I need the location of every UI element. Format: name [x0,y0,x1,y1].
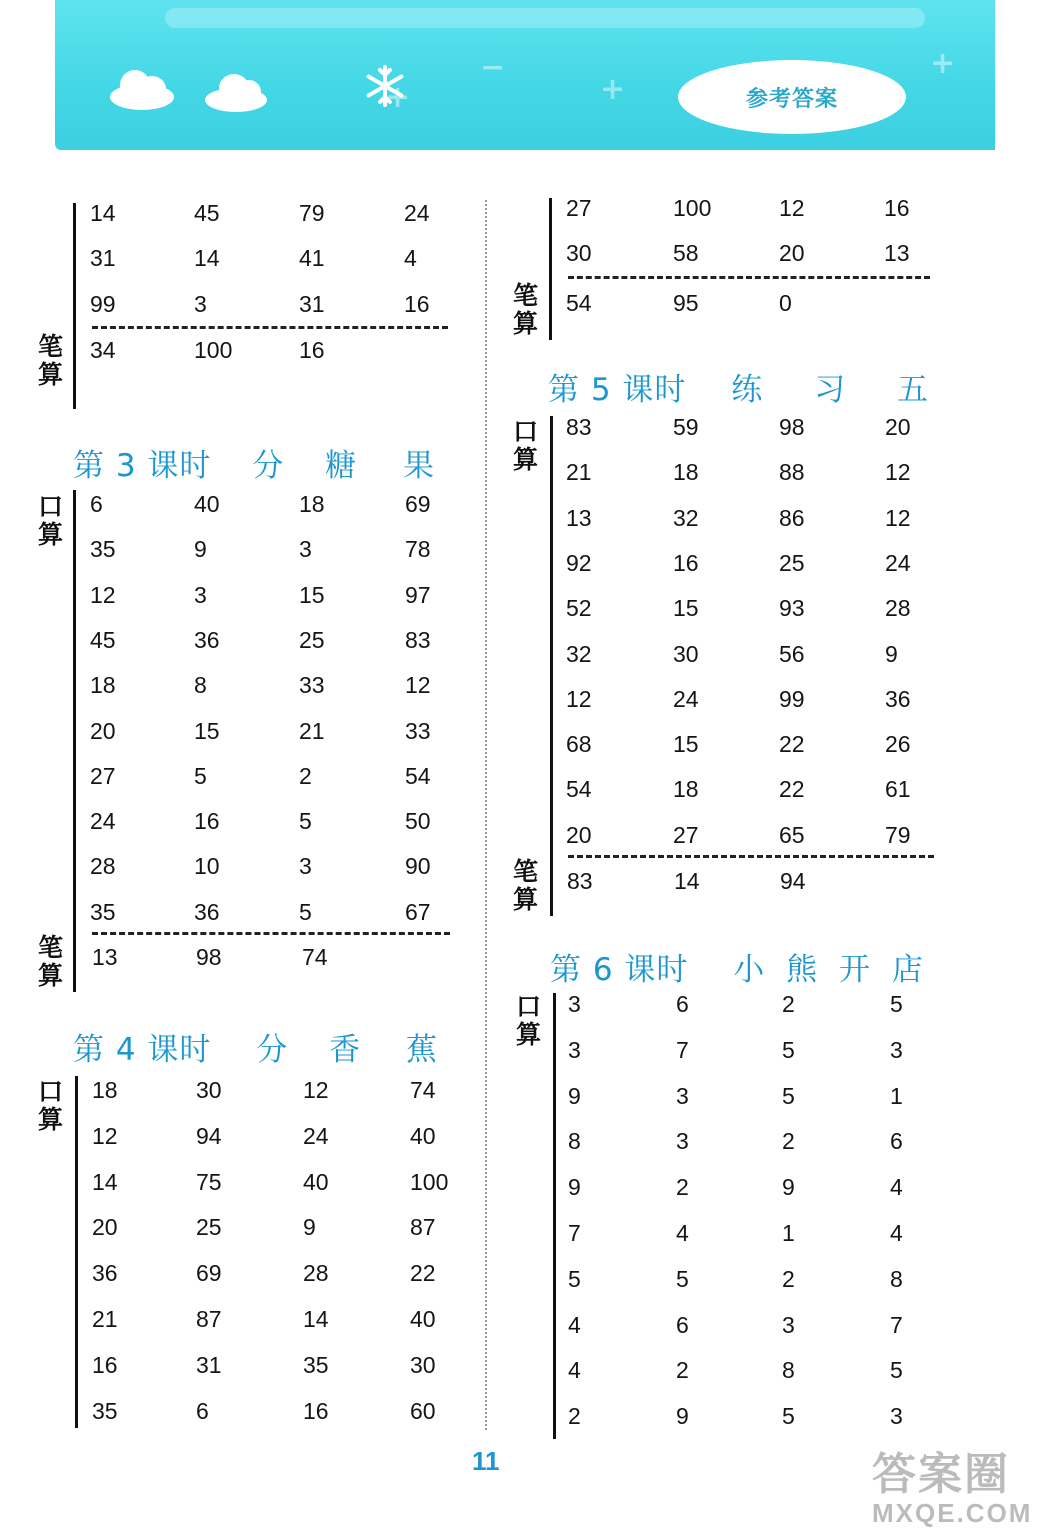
answer-value: 27 [566,195,592,221]
answer-value: 16 [884,195,910,221]
answer-value: 16 [673,549,699,576]
lesson-6-title [550,944,924,989]
answer-value: 83 [566,414,592,440]
answer-value: 20 [566,821,592,848]
lesson-name-char: 分 [256,1032,289,1068]
plus-decoration-icon: + [930,46,956,81]
answer-value: 5 [890,991,903,1017]
answer-value: 2 [782,1128,795,1155]
answer-value: 12 [92,1122,118,1149]
written-answer: 16 [299,337,325,363]
answer-value: 15 [194,717,220,744]
answer-value: 35 [90,898,116,925]
answer-value: 12 [885,459,911,486]
watermark-logo [872,1438,1042,1528]
written-answer: 0 [779,290,792,316]
oral-label: 口算 [38,1077,64,1134]
cloud-icon [205,72,267,112]
answer-value: 9 [885,640,898,667]
answer-value: 14 [90,200,116,226]
answer-value: 15 [673,595,699,622]
answer-value: 65 [779,821,805,848]
answer-value: 16 [303,1397,329,1424]
answer-value: 7 [890,1311,903,1338]
answer-value: 3 [568,1036,581,1063]
written-answer: 74 [302,944,328,970]
answer-value: 45 [194,200,220,226]
answer-value: 25 [196,1214,222,1241]
answer-value: 8 [568,1128,581,1155]
written-label: 笔算 [513,281,539,338]
lesson-number: 第 5 课时 [548,372,687,408]
answer-value: 40 [410,1122,436,1149]
oral-label: 口算 [38,492,64,549]
answer-value: 79 [299,200,325,226]
answer-value: 3 [676,1128,689,1155]
answer-value: 3 [676,1082,689,1109]
answer-value: 6 [890,1128,903,1155]
answer-value: 14 [303,1306,329,1332]
answer-value: 4 [890,1220,903,1246]
answer-value: 5 [194,762,207,789]
answer-value: 68 [566,731,592,758]
answer-value: 60 [410,1397,436,1424]
dashed-separator [568,276,930,279]
lesson-3-title [73,440,435,485]
answer-value: 100 [410,1168,449,1195]
answer-value: 12 [90,581,116,608]
answer-value: 16 [194,808,220,835]
written-answer: 14 [674,868,700,894]
answer-value: 2 [299,762,312,789]
column-divider [485,200,487,1430]
answer-value: 93 [779,595,805,622]
answer-value: 100 [673,195,712,221]
lesson-name-char: 果 [403,448,436,484]
answer-value: 24 [404,200,430,226]
answer-value: 35 [90,536,116,563]
answer-value: 32 [566,640,592,667]
written-answer: 94 [780,868,806,894]
answer-value: 50 [405,808,431,835]
answer-value: 21 [92,1306,118,1332]
answer-value: 6 [676,991,689,1017]
answer-value: 52 [566,595,592,622]
lesson-name-char: 香 [329,1032,362,1068]
answer-value: 12 [885,504,911,531]
answer-value: 7 [568,1220,581,1246]
answer-value: 13 [566,504,592,531]
dashed-separator [568,855,934,858]
answer-value: 18 [673,776,699,803]
answer-value: 24 [885,549,911,576]
answer-value: 59 [673,414,699,440]
answer-value: 4 [676,1220,689,1246]
answer-value: 24 [673,685,699,712]
written-answer: 54 [566,290,592,316]
oral-label: 口算 [513,417,539,474]
answer-value: 74 [410,1077,436,1103]
answer-value: 3 [194,290,207,317]
answer-value: 83 [405,626,431,653]
answer-value: 30 [410,1351,436,1378]
answer-value: 1 [890,1082,903,1109]
section-bar [549,198,552,340]
page-number: 11 [472,1446,500,1476]
answer-value: 31 [90,245,116,272]
answer-value: 4 [890,1174,903,1201]
answer-value: 90 [405,853,431,880]
answer-value: 2 [782,1265,795,1292]
answer-value: 5 [782,1082,795,1109]
answer-value: 86 [779,504,805,531]
lesson-name-char: 店 [891,952,924,988]
answer-value: 4 [404,245,417,272]
answer-value: 9 [568,1082,581,1109]
answer-value: 30 [673,640,699,667]
cloud-icon [110,66,174,110]
answer-value: 25 [779,549,805,576]
answer-value: 36 [885,685,911,712]
answer-value: 30 [196,1077,222,1103]
answer-value: 40 [303,1168,329,1195]
answer-value: 36 [194,626,220,653]
section-bar [75,1076,78,1428]
answer-value: 5 [782,1036,795,1063]
answer-value: 2 [568,1403,581,1430]
answer-value: 2 [782,991,795,1017]
answer-value: 9 [194,536,207,563]
written-answer: 100 [194,337,233,363]
answer-value: 88 [779,459,805,486]
answer-value: 5 [299,898,312,925]
answer-value: 22 [779,776,805,803]
answer-value: 75 [196,1168,222,1195]
answer-value: 20 [90,717,116,744]
answer-value: 14 [194,245,220,272]
answer-value: 6 [676,1311,689,1338]
written-label: 笔算 [513,857,539,914]
answer-value: 94 [196,1122,222,1149]
section-bar [73,490,76,992]
plus-decoration-icon: + [600,72,626,107]
answer-value: 40 [410,1306,436,1332]
dashed-separator [92,326,448,329]
answer-value: 3 [890,1036,903,1063]
answer-value: 40 [194,491,220,517]
answer-value: 3 [568,991,581,1017]
answer-value: 98 [779,414,805,440]
answer-value: 4 [568,1357,581,1384]
answer-value: 18 [90,672,116,699]
answer-value: 36 [194,898,220,925]
answer-value: 79 [885,821,911,848]
answer-value: 99 [90,290,116,317]
answer-value: 87 [410,1214,436,1241]
answer-value: 28 [90,853,116,880]
answer-value: 6 [196,1397,209,1424]
answer-value: 8 [890,1265,903,1292]
answer-value: 69 [196,1260,222,1287]
answer-value: 20 [885,414,911,440]
answer-value: 32 [673,504,699,531]
answer-value: 3 [890,1403,903,1430]
lesson-name-char: 分 [252,448,285,484]
answer-value: 3 [782,1311,795,1338]
answer-value: 5 [299,808,312,835]
answer-value: 54 [566,776,592,803]
written-answer: 98 [196,944,222,970]
answer-value: 15 [299,581,325,608]
answer-value: 97 [405,581,431,608]
answer-value: 25 [299,626,325,653]
answer-value: 12 [779,195,805,221]
answer-value: 1 [782,1220,795,1246]
answer-value: 35 [92,1397,118,1424]
lesson-name-char: 糖 [325,448,358,484]
answer-value: 26 [885,731,911,758]
answer-value: 28 [303,1260,329,1287]
answer-value: 31 [299,290,325,317]
section-bar [550,416,553,916]
lesson-name-char: 五 [897,372,930,408]
section-bar [73,203,76,409]
answer-value: 4 [568,1311,581,1338]
dashed-separator [92,932,450,935]
watermark-url: MXQE.COM [872,1498,1033,1528]
answer-value: 33 [405,717,431,744]
written-answer: 34 [90,337,116,363]
banner-highlight [165,8,925,28]
lesson-number: 第 3 课时 [73,448,212,484]
answer-value: 13 [884,240,910,266]
answer-value: 8 [782,1357,795,1384]
answer-value: 67 [405,898,431,925]
answer-value: 9 [676,1403,689,1430]
answer-value: 12 [566,685,592,712]
answer-value: 3 [299,536,312,563]
lesson-5-title [548,364,929,409]
answer-value: 5 [890,1357,903,1384]
lesson-name-char: 习 [814,372,847,408]
header-banner [55,0,995,150]
answer-value: 30 [566,240,592,266]
answer-value: 2 [676,1174,689,1201]
lesson-name-char: 开 [839,952,872,988]
answer-value: 12 [405,672,431,699]
answer-value: 9 [568,1174,581,1201]
answer-value: 99 [779,685,805,712]
written-answer: 95 [673,290,699,316]
answer-value: 21 [566,459,592,486]
answer-value: 27 [90,762,116,789]
answer-value: 2 [676,1357,689,1384]
answer-value: 5 [782,1403,795,1430]
answer-value: 22 [410,1260,436,1287]
answer-value: 87 [196,1306,222,1332]
lesson-name-char: 熊 [786,952,819,988]
answer-value: 61 [885,776,911,803]
answer-value: 33 [299,672,325,699]
answer-value: 10 [194,853,220,880]
section-bar [553,993,556,1439]
lesson-number: 第 4 课时 [73,1032,212,1068]
answer-value: 27 [673,821,699,848]
answer-value: 9 [782,1174,795,1201]
lesson-4-title [73,1024,438,1069]
answer-value: 31 [196,1351,222,1378]
answer-value: 15 [673,731,699,758]
answer-value: 92 [566,549,592,576]
answer-value: 69 [405,491,431,517]
answer-value: 18 [92,1077,118,1103]
answer-value: 20 [779,240,805,266]
answer-value: 41 [299,245,325,272]
answer-value: 18 [673,459,699,486]
answer-value: 9 [303,1214,316,1241]
answer-value: 21 [299,717,325,744]
lesson-name-char: 小 [733,952,766,988]
oral-label: 口算 [516,992,542,1049]
written-label: 笔算 [38,332,64,389]
answer-value: 8 [194,672,207,699]
written-answer: 83 [567,868,593,894]
answer-value: 16 [92,1351,118,1378]
watermark-text: 答案圈 [872,1449,1010,1500]
answer-value: 28 [885,595,911,622]
lesson-name-char: 练 [731,372,764,408]
answer-value: 56 [779,640,805,667]
answer-value: 36 [92,1260,118,1287]
plus-decoration-icon: + [385,80,411,115]
answer-value: 14 [92,1168,118,1195]
answer-value: 3 [299,853,312,880]
answer-value: 18 [299,491,325,517]
answer-value: 6 [90,491,103,517]
answer-value: 3 [194,581,207,608]
answer-value: 24 [90,808,116,835]
answer-value: 22 [779,731,805,758]
lesson-number: 第 6 课时 [550,952,689,988]
written-label: 笔算 [38,933,64,990]
written-answer: 13 [92,944,118,970]
answer-value: 20 [92,1214,118,1241]
answer-value: 78 [405,536,431,563]
answer-value: 7 [676,1036,689,1063]
answer-value: 5 [568,1265,581,1292]
answer-value: 5 [676,1265,689,1292]
answer-value: 54 [405,762,431,789]
answer-value: 35 [303,1351,329,1378]
answer-value: 12 [303,1077,329,1103]
answer-value: 16 [404,290,430,317]
answer-value: 58 [673,240,699,266]
answer-value: 24 [303,1122,329,1149]
minus-decoration-icon: − [480,50,506,85]
lesson-name-char: 蕉 [406,1032,439,1068]
answer-key-badge: 参考答案 [678,60,906,134]
answer-value: 45 [90,626,116,653]
